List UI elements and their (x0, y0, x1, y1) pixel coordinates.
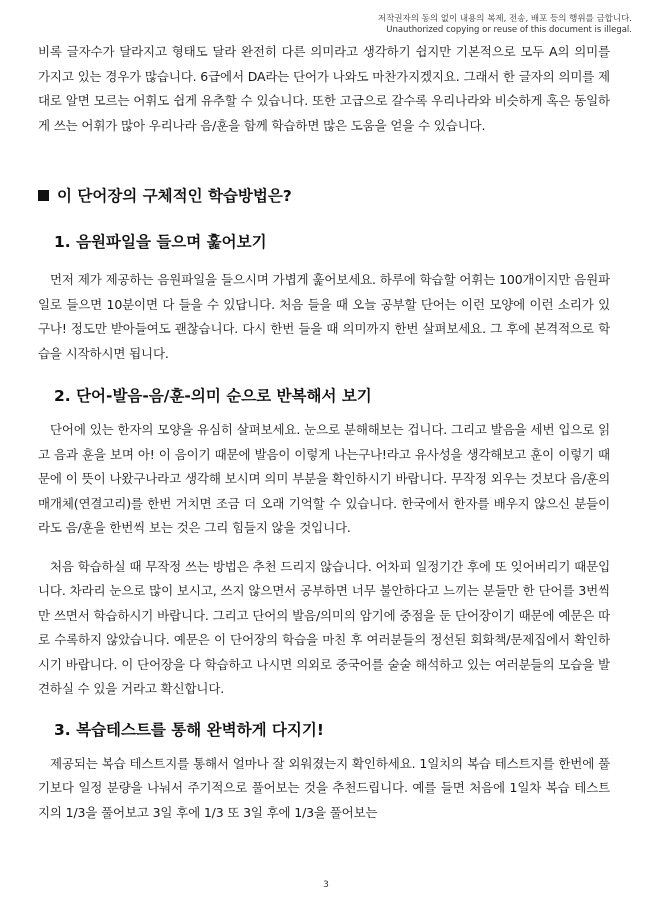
copyright-notice-korean: 저작권자의 동의 없이 내용의 복제, 전송, 배포 등의 행위를 금합니다. (377, 14, 632, 24)
copyright-notice-english: Unauthorized copying or reuse of this document is illegal. (386, 25, 632, 35)
step1-paragraph: 먼저 제가 제공하는 음원파일을 들으시며 가볍게 훑어보세요. 하루에 학습할 어휘는 100개이지만 음원파일로 들으면 10분이면 다 들을 수 있답니다. 처음 들을 때 오늘 공부할 단어는 이런 모양에 이런 소리가 있구나! 정도만 받아들여도 괜찮습니다. 다시 한번 들을 때 의미까지 한번 살펴보세요. 그 후에 본격적으로 학습을 시작하시면 됩니다. (38, 272, 610, 361)
page-number: 3 (323, 880, 329, 890)
square-bullet-icon (38, 190, 49, 201)
step1-heading: 1. 음원파일을 들으며 훑어보기 (54, 233, 267, 251)
copyright-notice (378, 14, 632, 36)
section-heading-text: 이 단어장의 구체적인 학습방법은? (57, 187, 292, 205)
intro-paragraph: 비록 글자수가 달라지고 형태도 달라 완전히 다른 의미라고 생각하기 쉽지만 기본적으로 모두 A의 의미를 가지고 있는 경우가 많습니다. 6급에서 DA라는 단어가 나와도 마찬가지겠지요. 그래서 한 글자의 의미를 제대로 알면 모르는 어휘도 쉽게 유추할 수 있습니다. 또한 고급으로 갈수록 우리나라와 비슷하게 혹은 동일하게 쓰는 어휘가 많아 우리나라 음/훈을 함께 학습하면 많은 도움을 얻을 수 있습니다. (38, 44, 610, 133)
step3-heading: 3. 복습테스트를 통해 완벽하게 다지기! (54, 720, 324, 739)
step2-paragraph-2: 처음 학습하실 때 무작정 쓰는 방법은 추천 드리지 않습니다. 어차피 일정기간 후에 또 잊어버리기 때문입니다. 차라리 눈으로 많이 보시고, 쓰지 않으면서 공부하면 너무 불안하다고 느끼는 분들만 한 단어를 3번씩만 쓰면서 학습하시기 바랍니다. 그리고 단어의 발음/의미의 암기에 중점을 둔 단어장이기 때문에 예문은 따로 수록하지 않았습니다. 예문은 이 단어장의 학습을 마친 후 여러분들의 정선된 회화책/문제집에서 확인하시기 바랍니다. 이 단어장을 다 학습하고 나시면 의외로 중국어를 술술 해석하고 있는 여러분들의 모습을 발견하실 수 있을 거라고 확신합니다. (38, 558, 610, 696)
step2-paragraph-1: 단어에 있는 한자의 모양을 유심히 살펴보세요. 눈으로 분해해보는 겁니다. 그리고 발음을 세번 입으로 읽고 음과 훈을 보며 아! 이 음이기 때문에 발음이 이렇게 나는구나!라고 유사성을 생각해보고 훈이 이렇기 때문에 이 뜻이 나왔구나라고 생각해 보시며 의미 부분을 확인하시기 바랍니다. 무작정 외우는 것보다 음/훈의 매개체(연결고리)를 한번 거치면 조금 더 오래 기억할 수 있습니다. 한국에서 한자를 배우지 않으신 분들이라도 음/훈을 한번씩 보는 것은 그리 힘들지 않을 것입니다. (38, 422, 610, 535)
section-heading (38, 184, 610, 206)
step2-heading: 2. 단어-발음-음/훈-의미 순으로 반복해서 보기 (54, 387, 372, 405)
step3-paragraph: 제공되는 복습 테스트지를 통해서 얼마나 잘 외워졌는지 확인하세요. 1일치의 복습 테스트지를 한번에 풀기보다 일정 분량을 나눠서 주기적으로 풀어보는 것을 추천드립니다. 예를 들면 처음에 1일차 복습 테스트지의 1/3을 풀어보고 3일 후에 1/3 또 3일 후에 1/3을 풀어보는 (38, 755, 610, 820)
page-content (38, 40, 610, 825)
